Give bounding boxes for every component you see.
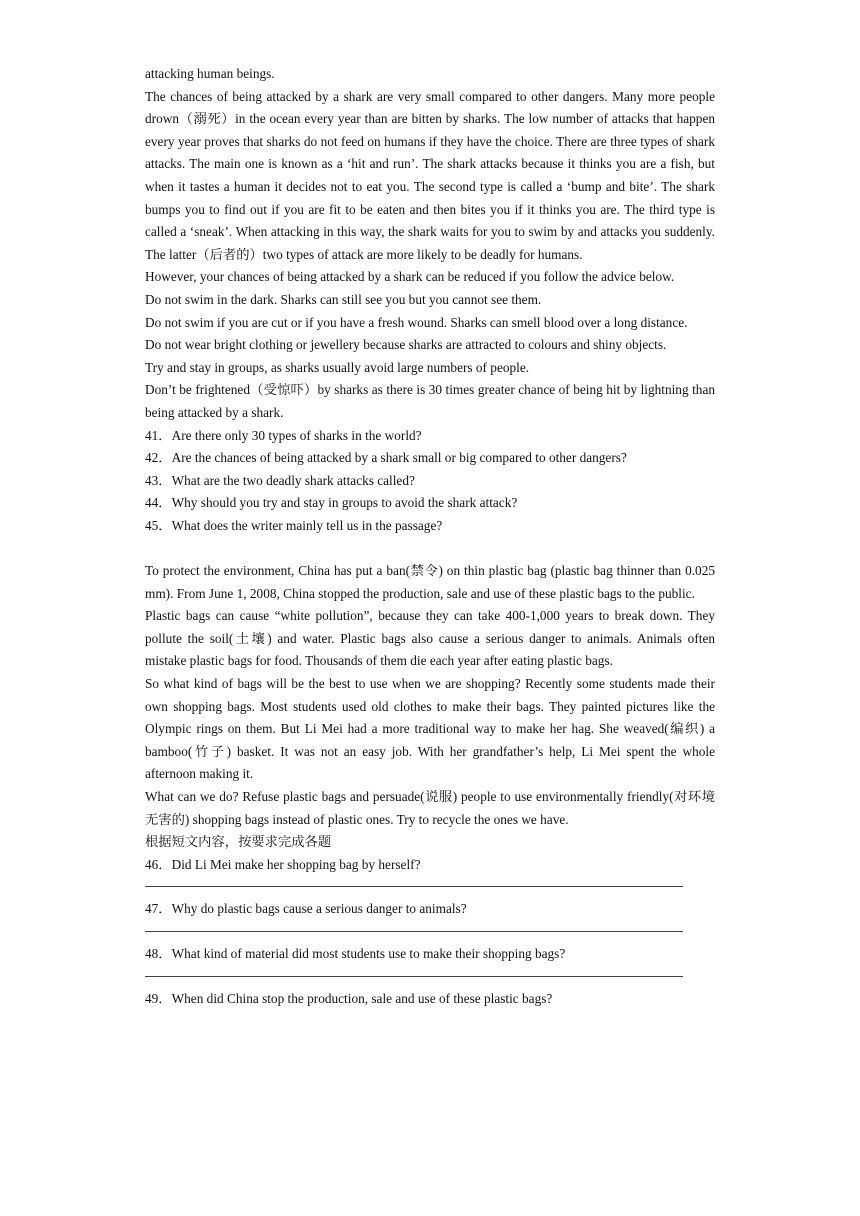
- question-48: 48．What kind of material did most students use to make their shopping bags?: [145, 946, 566, 962]
- question-42: 42．Are the chances of being attacked by a shark small or big compared to other dangers?: [145, 450, 627, 466]
- passage2-paragraph: What can we do? Refuse plastic bags and persuade(说服) people to use environmentally friendly(对环境无害的) shopping bags instead of plastic ones. Try to recycle the ones we have.: [145, 789, 715, 827]
- passage1-paragraph: Try and stay in groups, as sharks usually avoid large numbers of people.: [145, 359, 530, 375]
- section-spacer: [145, 537, 715, 560]
- question-41: 41．Are there only 30 types of sharks in the world?: [145, 427, 422, 443]
- instruction: 根据短文内容，按要求完成各题: [145, 834, 332, 850]
- passage1-paragraph: Do not swim if you are cut or if you have a fresh wound. Sharks can smell blood over a long distance.: [145, 314, 688, 330]
- passage1-paragraph: Don’t be frightened（受惊吓）by sharks as there is 30 times greater chance of being hit by lightning than being attacked by a shark.: [145, 382, 715, 420]
- passage-2: [145, 560, 715, 1011]
- question-44: 44．Why should you try and stay in groups to avoid the shark attack?: [145, 495, 518, 511]
- answer-line[interactable]: [145, 921, 683, 932]
- passage2-paragraph: Plastic bags can cause “white pollution”, because they can take 400-1,000 years to break down. They pollute the soil(土壤) and water. Plastic bags also cause a serious danger to animals. Animals often mistake plastic bags for food. Thousands of them die each year after eating plastic bags.: [145, 608, 715, 669]
- passage-1: [145, 63, 715, 537]
- passage2-paragraph: To protect the environment, China has put a ban(禁令) on thin plastic bag (plastic bag thinner than 0.025 mm). From June 1, 2008, China stopped the production, sale and use of these plastic bags to the public.: [145, 563, 715, 601]
- passage2-paragraph: So what kind of bags will be the best to use when we are shopping? Recently some students made their own shopping bags. Most students used old clothes to make their bags. They painted pictures like the Olympic rings on them. But Li Mei had a more traditional way to make her hag. She weaved(编织) a bamboo(竹子) basket. It was not an easy job. With her grandfather’s help, Li Mei spent the whole afternoon making it.: [145, 676, 715, 782]
- answer-line[interactable]: [145, 966, 683, 977]
- passage1-paragraph: The chances of being attacked by a shark are very small compared to other dangers. Many more people drown（溺死）in the ocean every year than are bitten by sharks. The low number of attacks that happen every year proves that sharks do not feed on humans if they have the choice. There are three types of shark attacks. The main one is known as a ‘hit and run’. The shark attacks because it thinks you are a fish, but when it tastes a human it decides not to eat you. The second type is called a ‘bump and bite’. The shark bumps you to find out if you are fit to be eaten and then bites you if it thinks you are. The third type is called a ‘sneak’. When attacking in this way, the shark waits for you to swim by and attacks you suddenly. The latter（后者的）two types of attack are more likely to be deadly for humans.: [145, 88, 715, 262]
- passage1-paragraph: Do not swim in the dark. Sharks can still see you but you cannot see them.: [145, 291, 542, 307]
- passage1-paragraph: attacking human beings.: [145, 66, 275, 81]
- passage1-paragraph: However, your chances of being attacked by a shark can be reduced if you follow the advice below.: [145, 269, 675, 285]
- answer-line[interactable]: [145, 876, 683, 887]
- question-46: 46．Did Li Mei make her shopping bag by herself?: [145, 856, 421, 872]
- question-49: 49．When did China stop the production, sale and use of these plastic bags?: [145, 991, 553, 1007]
- passage1-paragraph: Do not wear bright clothing or jewellery because sharks are attracted to colours and shiny objects.: [145, 337, 667, 353]
- question-43: 43．What are the two deadly shark attacks called?: [145, 472, 415, 488]
- question-47: 47．Why do plastic bags cause a serious danger to animals?: [145, 901, 467, 917]
- question-45: 45．What does the writer mainly tell us in the passage?: [145, 517, 443, 533]
